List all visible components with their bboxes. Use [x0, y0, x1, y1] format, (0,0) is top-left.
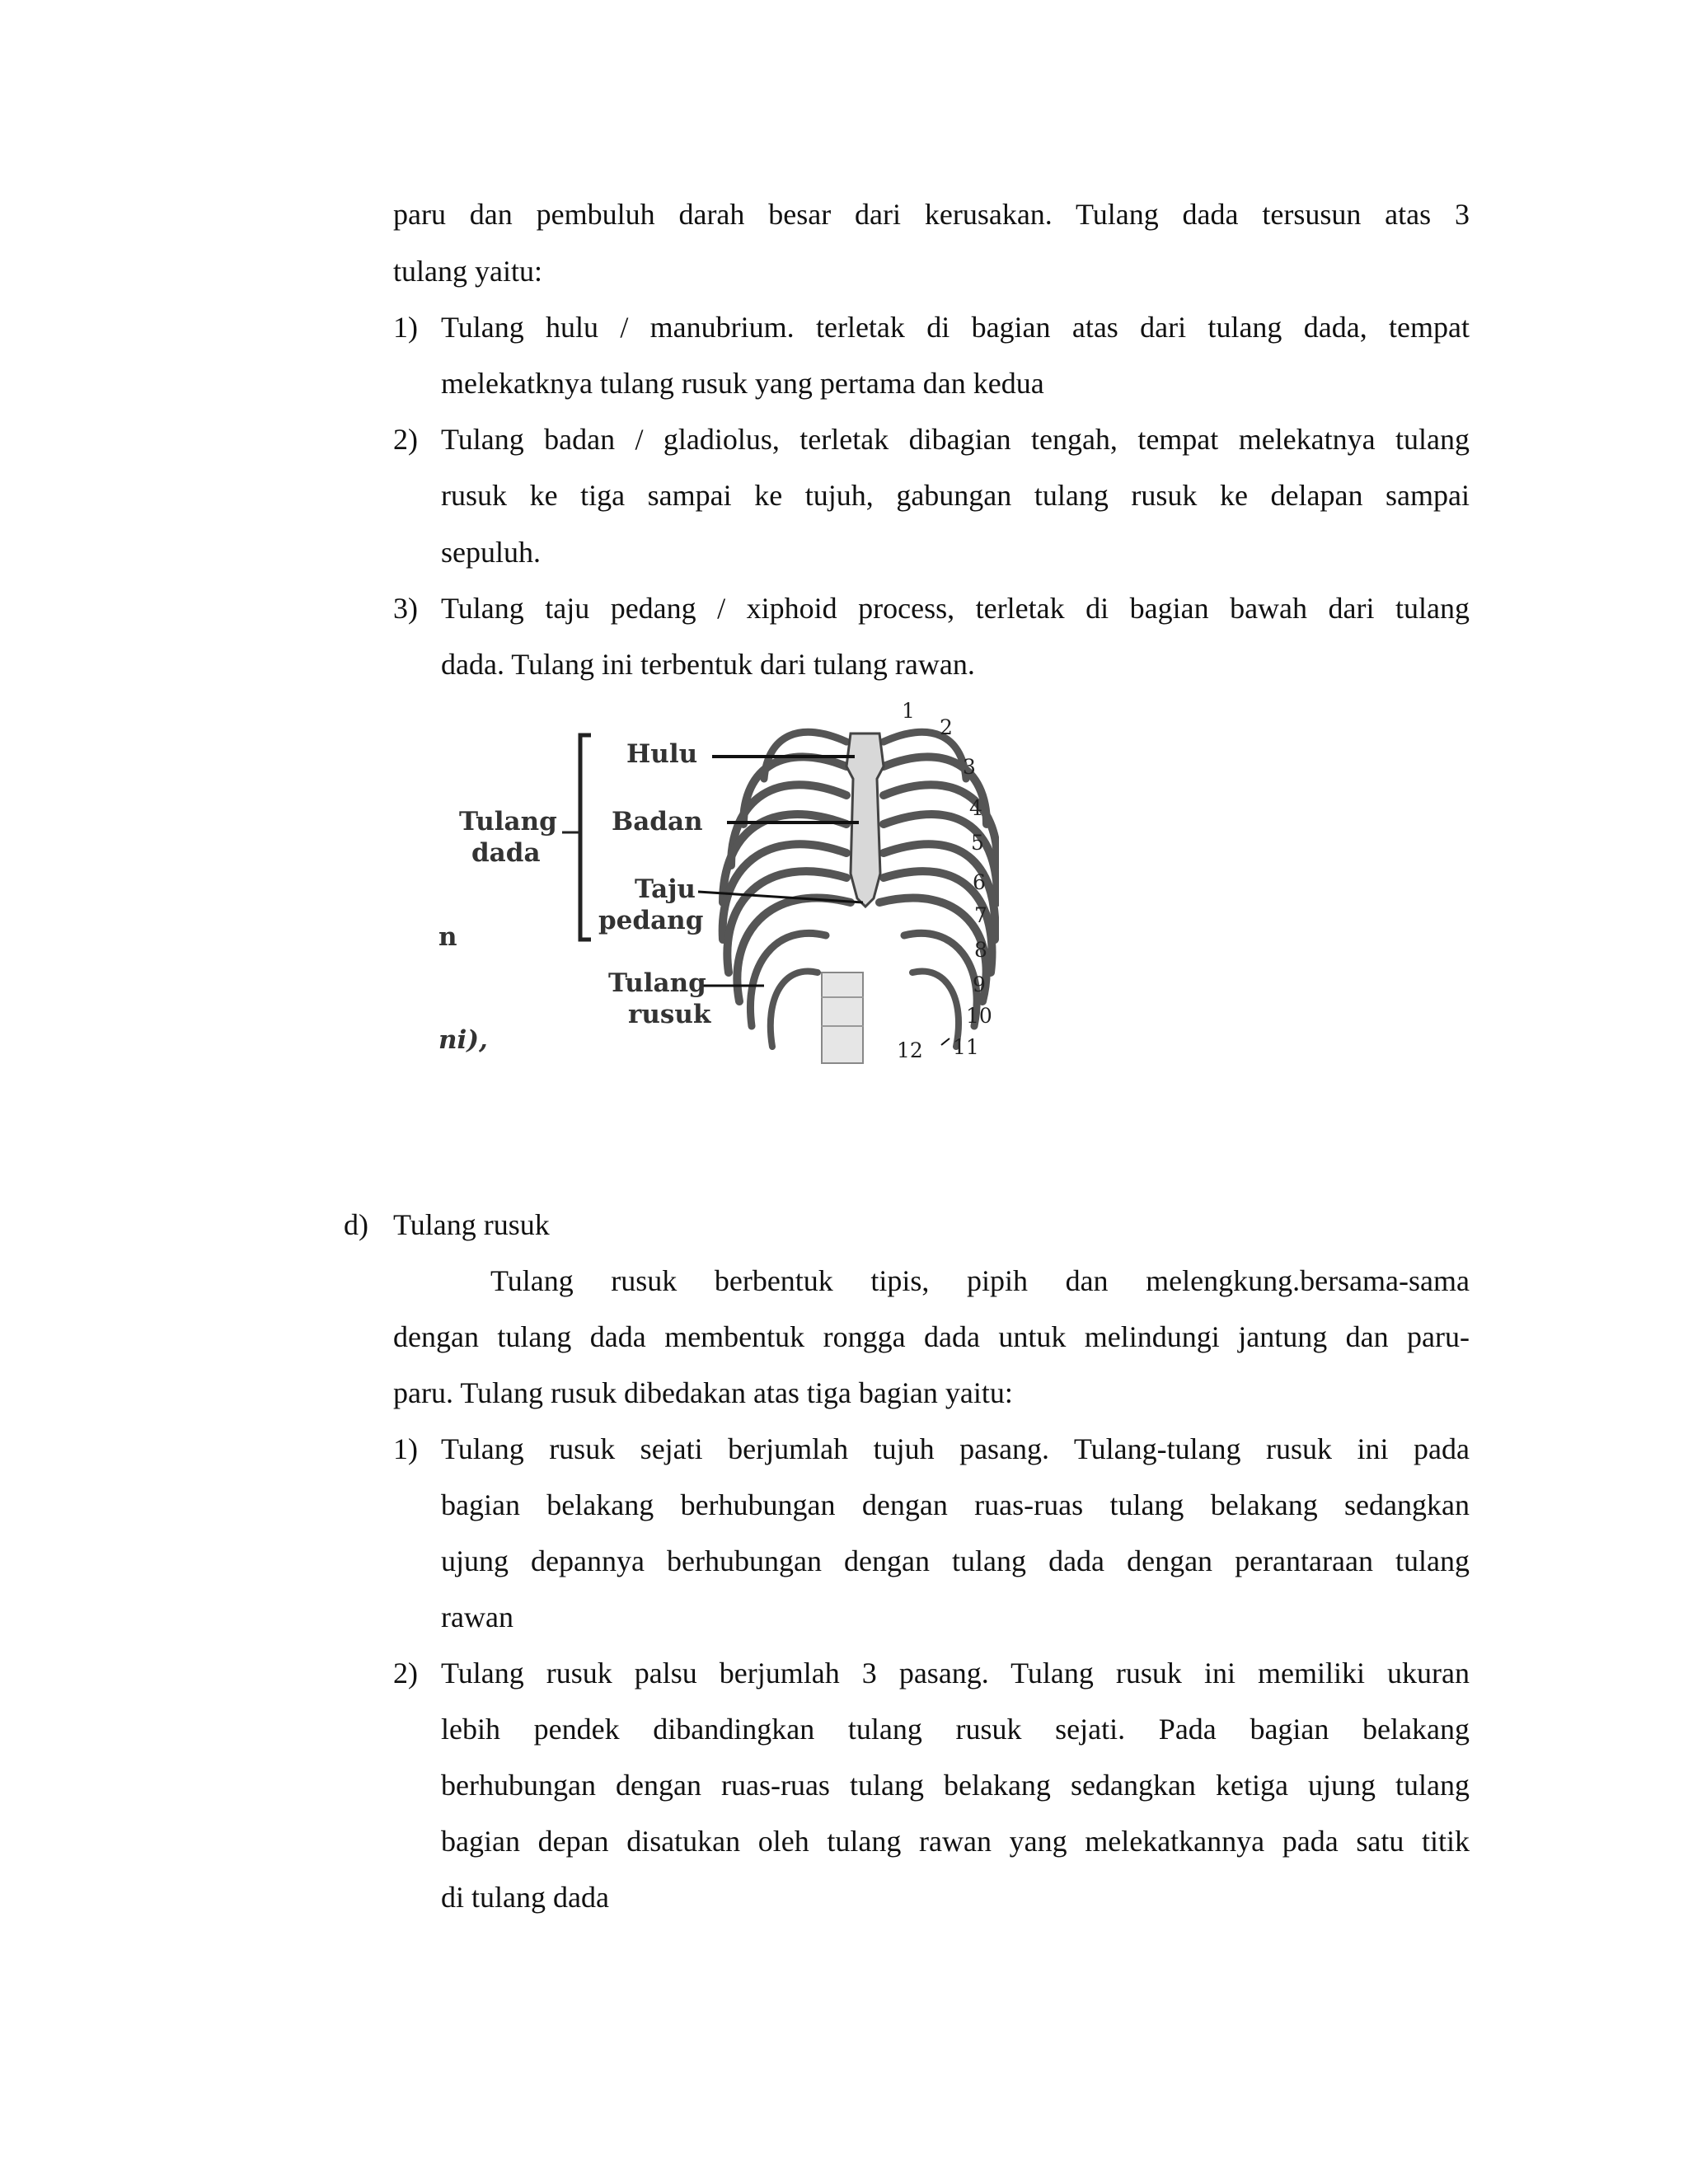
- list-item-line: melekatknya tulang rusuk yang pertama dan kedua: [441, 367, 1044, 400]
- list-number: 3): [393, 592, 418, 625]
- rib-number-4: 4: [969, 796, 982, 820]
- list-item-line: di tulang dada: [441, 1881, 609, 1914]
- list-item-line: Tulang badan / gladiolus, terletak dibagian tengah, tempat melekatnya tulang: [441, 423, 1470, 456]
- rib-number-10: 10: [966, 1004, 992, 1028]
- list-item-line: sepuluh.: [441, 536, 541, 569]
- hulu-label: Hulu: [626, 739, 698, 769]
- rib-cage-figure: [438, 701, 999, 1071]
- rib-number-5: 5: [971, 831, 984, 855]
- rib-number-2: 2: [940, 715, 953, 739]
- rib-number-3: 3: [963, 755, 976, 779]
- intro-line-1: paru dan pembuluh darah besar dari kerusakan. Tulang dada tersusun atas 3: [393, 198, 1470, 231]
- list-number: 1): [393, 311, 418, 344]
- fragment-ni-label: ni),: [438, 1025, 488, 1055]
- rib-number-11: 11: [953, 1035, 979, 1059]
- tulang-rusuk-label-1: Tulang: [608, 968, 706, 998]
- paragraph-line: paru. Tulang rusuk dibedakan atas tiga bagian yaitu:: [393, 1376, 1013, 1409]
- rib-number-1: 1: [902, 699, 915, 723]
- list-number: 2): [393, 423, 418, 456]
- rib-number-8: 8: [974, 938, 987, 962]
- list-item-line: Tulang rusuk palsu berjumlah 3 pasang. Tulang rusuk ini memiliki ukuran: [441, 1657, 1470, 1690]
- section-d-number: d): [344, 1208, 368, 1241]
- list-item-line: lebih pendek dibandingkan tulang rusuk sejati. Pada bagian belakang: [441, 1713, 1470, 1746]
- list-item-line: ujung depannya berhubungan dengan tulang dada dengan perantaraan tulang: [441, 1544, 1470, 1577]
- rib-number-12: 12: [897, 1038, 923, 1062]
- list-item-line: berhubungan dengan ruas-ruas tulang belakang sedangkan ketiga ujung tulang: [441, 1769, 1470, 1802]
- rib-cage-illustration: [438, 701, 999, 1071]
- rib-number-6: 6: [973, 870, 986, 894]
- rib-number-9: 9: [973, 972, 986, 996]
- list-item-line: Tulang hulu / manubrium. terletak di bagian atas dari tulang dada, tempat: [441, 311, 1470, 344]
- fragment-n-label: n: [438, 922, 457, 952]
- list-item-line: rusuk ke tiga sampai ke tujuh, gabungan tulang rusuk ke delapan sampai: [441, 479, 1470, 512]
- taju-label-2: pedang: [598, 906, 704, 935]
- tulang-dada-label-1: Tulang: [459, 807, 557, 837]
- intro-line-2: tulang yaitu:: [393, 255, 542, 288]
- paragraph-line: Tulang rusuk berbentuk tipis, pipih dan melengkung.bersama-sama: [490, 1264, 1470, 1297]
- list-number: 2): [393, 1657, 418, 1690]
- tulang-dada-label-2: dada: [471, 838, 541, 868]
- list-item-line: bagian depan disatukan oleh tulang rawan yang melekatkannya pada satu titik: [441, 1825, 1470, 1858]
- list-item-line: Tulang rusuk sejati berjumlah tujuh pasang. Tulang-tulang rusuk ini pada: [441, 1432, 1470, 1465]
- paragraph-line: dengan tulang dada membentuk rongga dada untuk melindungi jantung dan paru-: [393, 1320, 1470, 1353]
- tulang-rusuk-label-2: rusuk: [628, 1000, 711, 1029]
- list-number: 1): [393, 1432, 418, 1465]
- taju-label-1: Taju: [635, 874, 696, 904]
- section-d-heading: Tulang rusuk: [393, 1208, 550, 1241]
- badan-label: Badan: [612, 807, 703, 837]
- list-item-line: bagian belakang berhubungan dengan ruas-ruas tulang belakang sedangkan: [441, 1488, 1470, 1521]
- list-item-line: rawan: [441, 1601, 513, 1633]
- rib-number-7: 7: [974, 903, 987, 927]
- list-item-line: Tulang taju pedang / xiphoid process, terletak di bagian bawah dari tulang: [441, 592, 1470, 625]
- list-item-line: dada. Tulang ini terbentuk dari tulang rawan.: [441, 648, 975, 681]
